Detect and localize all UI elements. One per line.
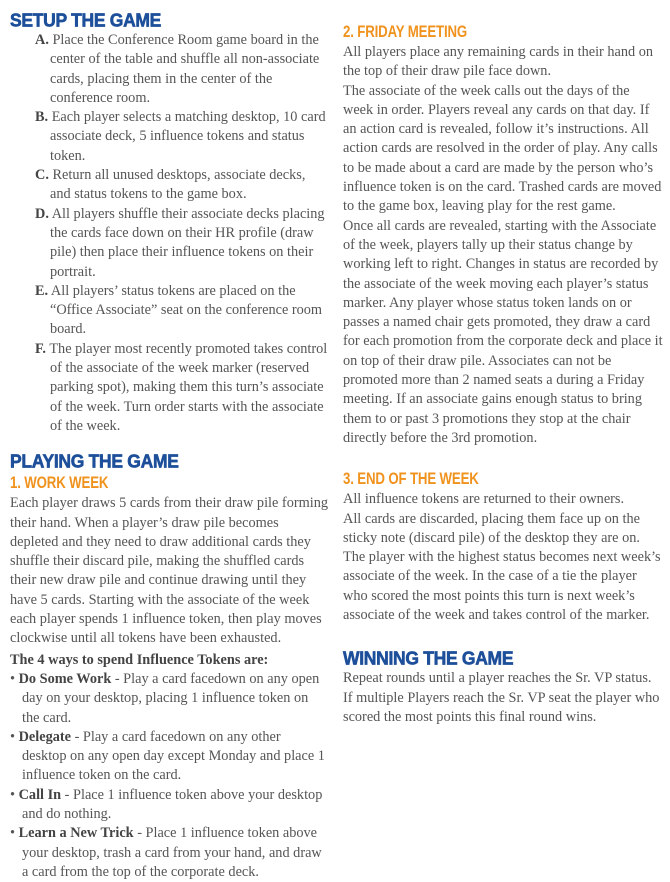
- way-text: - Place 1 influence token above your desktop and do nothing.: [22, 786, 323, 822]
- item-text: Return all unused desktops, associate decks, and status tokens to the game box.: [50, 167, 306, 203]
- setup-list: [10, 31, 328, 436]
- winning-heading: WINNING THE GAME: [343, 647, 514, 669]
- way-name: Call In: [18, 786, 62, 803]
- way-item: [10, 670, 328, 728]
- way-text: - Play a card facedown on any open day on your desktop, placing 1 influence token on the card.: [22, 670, 320, 726]
- item-letter: F.: [35, 340, 46, 357]
- end-week-paragraph: All influence tokens are returned to their owners.: [343, 491, 625, 508]
- item-text: Place the Conference Room game board in the center of the table and shuffle all non-associate cards, placing them in the center of the conference room.: [50, 32, 320, 106]
- setup-item: [10, 340, 328, 436]
- item-text: The player most recently promoted takes control of the associate of the week marker (reserved parking spot), making them this turn’s associate of the week. Turn order starts with the associate of the week.: [49, 340, 328, 434]
- way-text: - Place 1 influence token above your desktop, trash a card from your hand, and draw a card from the top of the corporate deck.: [22, 825, 322, 880]
- right-column: [343, 0, 663, 727]
- left-column: [10, 0, 328, 882]
- end-week-paragraph: All cards are discarded, placing them face up on the sticky note (discard pile) of the desktop they are on.: [343, 510, 640, 546]
- setup-item: [10, 205, 328, 282]
- work-week-text: Each player draws 5 cards from their draw pile forming their hand. When a player’s draw pile becomes depleted and they need to draw additional cards they shuffle their discard pile, making the shuffled cards their new draw pile and continue drawing until they have 5 cards. Starting with the associate of the week each player spends 1 influence token, then play moves clockwise until all tokens have been exhausted.: [10, 495, 328, 647]
- setup-item: [10, 31, 328, 108]
- setup-item: [10, 166, 328, 205]
- way-name: Do Some Work: [18, 670, 112, 687]
- item-text: Each player selects a matching desktop, 10 card associate deck, 5 influence tokens and status token.: [50, 109, 326, 164]
- way-item: [10, 786, 328, 825]
- item-letter: B.: [35, 109, 49, 126]
- friday-paragraph: Once all cards are revealed, starting with the Associate of the week, players tally up their status change by working left to right. Changes in status are recorded by the associate of the week moving each player’s status marker. Any player whose status token lands on or passes a named chair gets promoted, they draw a card for each promotion from the corporate deck and place it on top of their draw pile. Associates can not be promoted more than 2 named seats a during a Friday meeting. If an associate gains enough status to bring them to or past 3 promotions they stop at the chair directly before the 3rd promotion.: [343, 217, 663, 446]
- winning-paragraph: If multiple Players reach the Sr. VP seat the player who scored the most points this final round wins.: [343, 689, 660, 725]
- way-name: Delegate: [18, 728, 71, 745]
- item-letter: E.: [35, 282, 49, 299]
- item-text: All players shuffle their associate decks placing the cards face down on their HR profile (draw pile) then place their influence tokens on their portrait.: [50, 205, 325, 280]
- item-text: All players’ status tokens are placed on the “Office Associate” seat on the conference room board.: [50, 282, 323, 338]
- way-name: Learn a New Trick: [18, 825, 134, 842]
- setup-heading: SETUP THE GAME: [10, 9, 162, 31]
- end-week-paragraph: The player with the highest status becomes next week’s associate of the week. In the case of a tie the player who scored the most points this turn is next week’s associate of the week and takes control of the marker.: [343, 549, 661, 624]
- playing-heading: PLAYING THE GAME: [10, 450, 179, 472]
- end-week-heading: 3. END OF THE WEEK: [343, 469, 479, 489]
- item-letter: A.: [35, 32, 49, 48]
- way-item: [10, 728, 328, 786]
- work-week-heading: 1. WORK WEEK: [10, 473, 109, 493]
- friday-paragraph: All players place any remaining cards in their hand on the top of their draw pile face down.: [343, 44, 654, 80]
- way-item: [10, 824, 328, 882]
- item-letter: C.: [35, 167, 49, 184]
- way-text: - Play a card facedown on any other desktop on any open day except Monday and place 1 influence token on the card.: [22, 728, 325, 784]
- ways-heading: The 4 ways to spend Influence Tokens are:: [10, 651, 269, 668]
- setup-item: [10, 108, 328, 166]
- friday-heading: 2. FRIDAY MEETING: [343, 22, 468, 41]
- item-letter: D.: [35, 205, 49, 222]
- friday-paragraph: The associate of the week calls out the days of the week in order. Players reveal any cards on that day. If an action card is revealed, follow it’s instructions. All action cards are resolved in the order of play. Any calls to be made about a card are made by the person who’s influence token is on the card. Trashed cards are moved to the game box, leaving play for the rest game.: [343, 82, 662, 215]
- setup-item: [10, 282, 328, 340]
- winning-paragraph: Repeat rounds until a player reaches the Sr. VP status.: [343, 670, 652, 687]
